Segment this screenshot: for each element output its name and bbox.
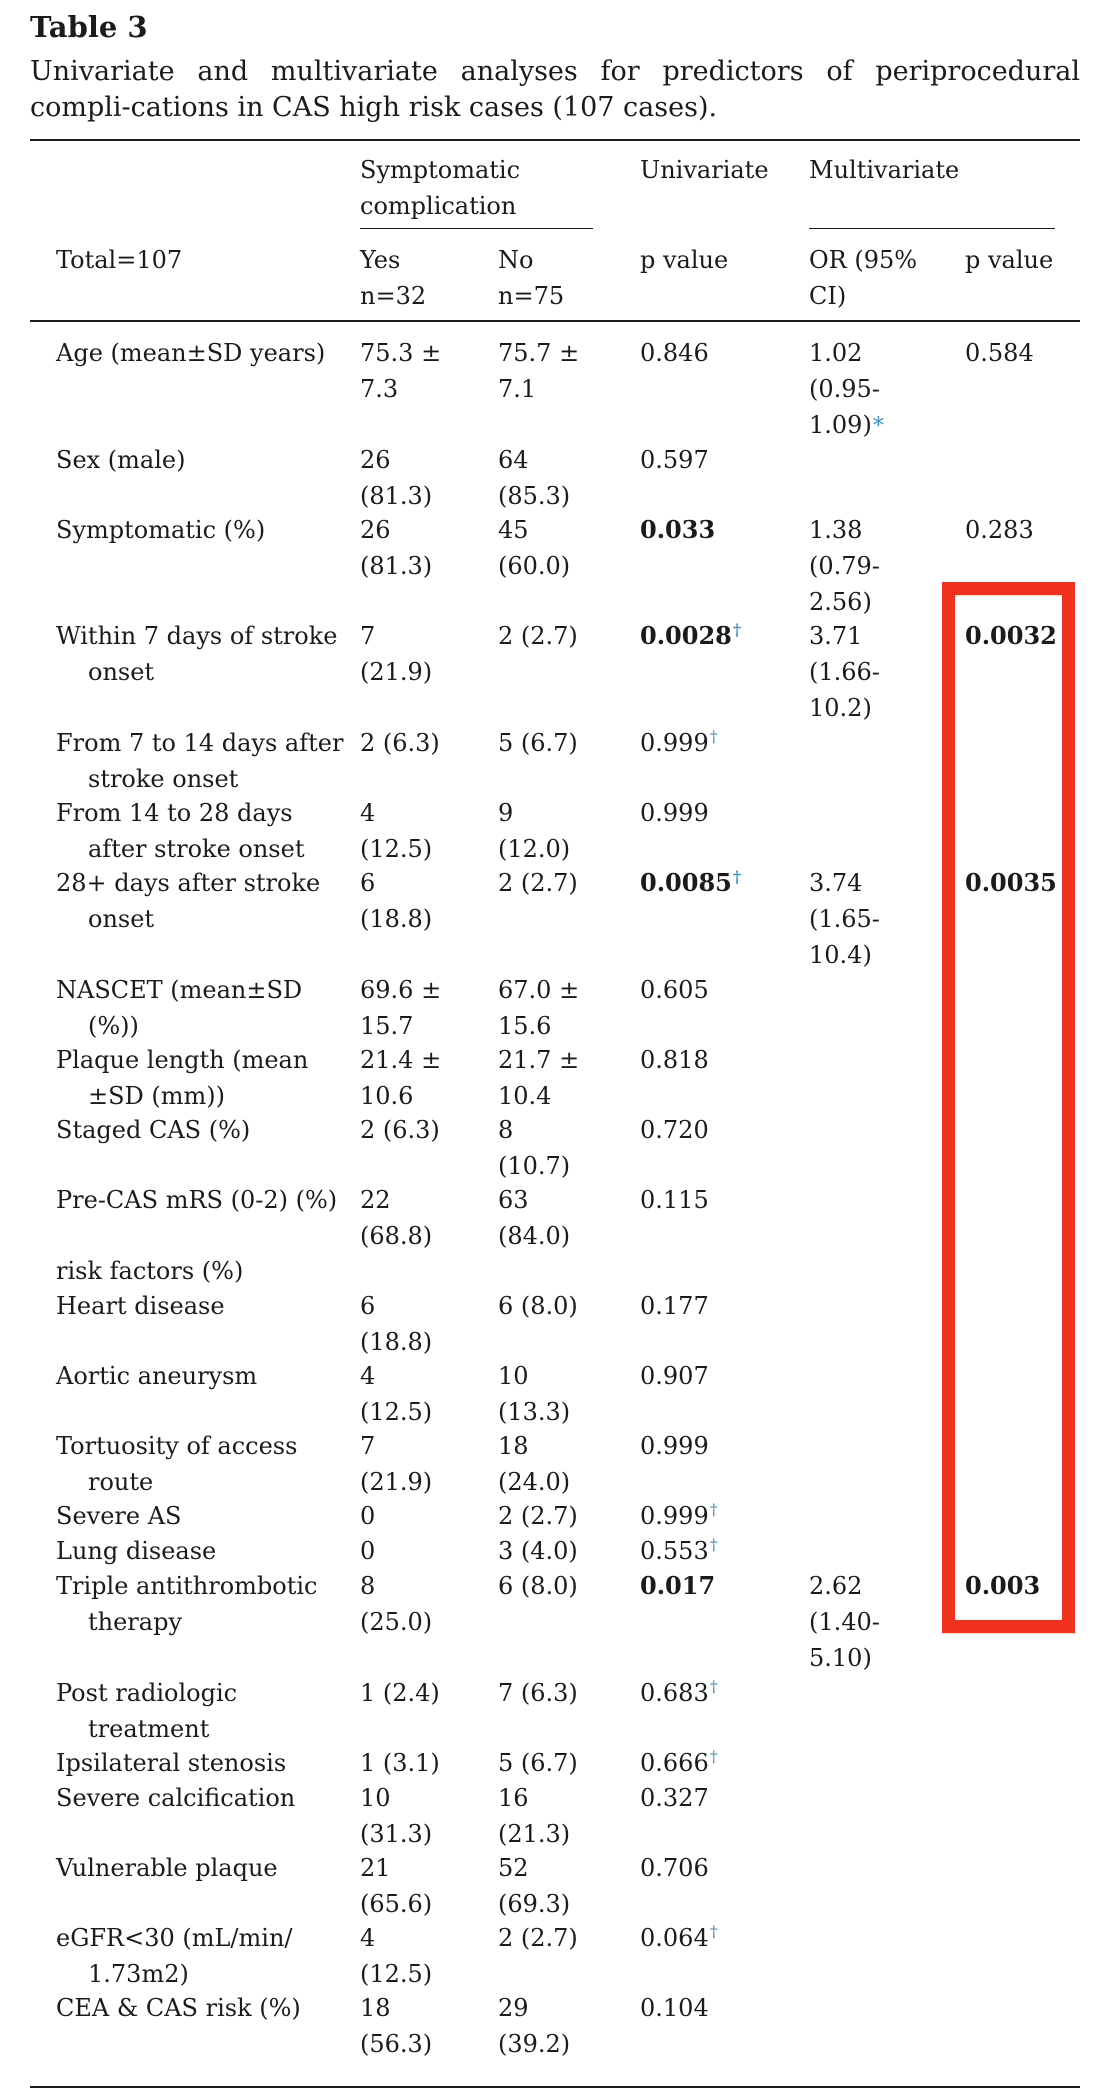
odds-ratio-ci [809,865,939,973]
no-value-text: 63 (84.0) [498,1186,571,1250]
row-label [56,1990,346,2026]
row-label [56,1182,346,1218]
univariate-p-value [640,972,790,1008]
univariate-p-value-text: 0.177 [640,1292,709,1320]
row-label-text: Lung disease [56,1537,217,1565]
multivariate-p-value [965,335,1075,371]
univariate-p-value [640,1182,790,1218]
no-value-text: 2 (2.7) [498,869,578,897]
no-value [498,1780,623,1852]
no-value [498,618,623,654]
row-label [56,795,346,867]
row-label-text: risk factors (%) [56,1257,244,1285]
yes-value [360,865,480,937]
yes-value-text: 21.4 ± 10.6 [360,1046,442,1110]
univariate-p-value-text: 0.999 [640,1502,709,1530]
no-value-text: 3 (4.0) [498,1537,578,1565]
yes-value-text: 26 (81.3) [360,516,433,580]
univariate-p-value [640,1990,790,2026]
univariate-p-value [640,1850,790,1886]
row-label-text: Pre-CAS mRS (0-2) (%) [56,1186,338,1214]
row-label [56,618,346,690]
univariate-p-value-text: 0.0085 [640,868,732,897]
odds-ratio-ci-text: 3.71 (1.66- 10.2) [809,622,880,722]
row-label [56,442,346,478]
yes-value-text: 6 (18.8) [360,1292,433,1356]
row-label [56,1675,346,1747]
row-label-text: Within 7 days of stroke onset [56,622,338,686]
no-value [498,442,623,514]
univariate-p-value-text: 0.818 [640,1046,709,1074]
univariate-p-value-text: 0.327 [640,1784,709,1812]
row-label [56,972,346,1044]
univariate-p-value-text: 0.017 [640,1571,716,1600]
univariate-p-value [640,1675,790,1711]
row-label-text: Age (mean±SD years) [56,339,326,367]
univariate-p-value-text: 0.104 [640,1994,709,2022]
no-value [498,1920,623,1956]
row-label-text: Sex (male) [56,446,186,474]
no-value-text: 8 (10.7) [498,1116,571,1180]
multivariate-p-value [965,865,1075,901]
no-value [498,512,623,584]
yes-value [360,335,480,407]
multivariate-p-value [965,512,1075,548]
no-value-text: 67.0 ± 15.6 [498,976,580,1040]
yes-value-text: 4 (12.5) [360,1362,433,1426]
multivariate-p-value-text: 0.0032 [965,621,1057,650]
no-value [498,1498,623,1534]
univariate-p-value-text: 0.846 [640,339,709,367]
univariate-p-value [640,1498,790,1534]
row-label [56,1568,346,1640]
row-label-text: Vulnerable plaque [56,1854,278,1882]
yes-value-text: 0 [360,1537,376,1565]
yes-value-text: 1 (2.4) [360,1679,440,1707]
row-label-text: Severe AS [56,1502,182,1530]
no-value [498,1533,623,1569]
multivariate-p-value-text: 0.584 [965,339,1034,367]
multivariate-p-value-text: 0.003 [965,1571,1041,1600]
odds-ratio-ci [809,512,939,620]
no-value-text: 2 (2.7) [498,622,578,650]
row-label [56,725,346,797]
yes-value-text: 0 [360,1502,376,1530]
row-label-text: Tortuosity of access route [56,1432,298,1496]
univariate-p-value-text: 0.666 [640,1749,709,1777]
no-value-text: 45 (60.0) [498,516,571,580]
no-value-text: 75.7 ± 7.1 [498,339,580,403]
no-value [498,865,623,901]
yes-value-text: 7 (21.9) [360,622,433,686]
no-value [498,1288,623,1324]
univariate-p-value [640,725,790,761]
yes-value [360,618,480,690]
footnote-mark: † [709,1500,718,1519]
no-value-text: 7 (6.3) [498,1679,578,1707]
multivariate-header: Multivariate [809,156,960,184]
row-label-text: Aortic aneurysm [56,1362,258,1390]
no-value [498,795,623,867]
yes-value-text: 2 (6.3) [360,1116,440,1144]
yes-value [360,972,480,1044]
univariate-p-value-text: 0.0028 [640,621,732,650]
yes-value [360,442,480,514]
odds-ratio-ci-text: 3.74 (1.65- 10.4) [809,869,880,969]
univariate-p-value [640,1745,790,1781]
footnote-mark: † [732,867,742,886]
total-column-header: Total=107 [56,246,183,274]
univariate-p-value [640,1428,790,1464]
yes-value [360,1920,480,1992]
yes-value [360,1675,480,1711]
table-label: Table 3 [30,10,148,44]
yes-value [360,1745,480,1781]
yes-value [360,1042,480,1114]
univariate-p-value [640,1042,790,1078]
row-label-text: Heart disease [56,1292,225,1320]
bottom-rule [30,2086,1080,2088]
row-label [56,1253,346,1289]
univariate-p-value-text: 0.064 [640,1924,709,1952]
univariate-p-value-text: 0.907 [640,1362,709,1390]
yes-value [360,1498,480,1534]
univariate-p-value-text: 0.115 [640,1186,709,1214]
univariate-p-value [640,512,790,548]
yes-value [360,1780,480,1852]
no-value-text: 52 (69.3) [498,1854,571,1918]
no-value [498,1675,623,1711]
odds-ratio-ci-text: 2.62 (1.40- 5.10) [809,1572,880,1672]
no-value [498,1990,623,2062]
row-label [56,1745,346,1781]
no-value [498,1358,623,1430]
univariate-p-value-text: 0.033 [640,515,716,544]
univariate-p-value [640,1288,790,1324]
row-label-text: Post radiologic treatment [56,1679,238,1743]
univariate-p-value-text: 0.597 [640,446,709,474]
univariate-p-value-text: 0.999 [640,729,709,757]
row-label [56,1428,346,1500]
yes-value-text: 10 (31.3) [360,1784,433,1848]
no-value-text: 10 (13.3) [498,1362,571,1426]
footnote-mark: † [709,727,718,746]
univariate-p-value [640,618,790,654]
yes-value-text: 6 (18.8) [360,869,433,933]
no-value-text: 9 (12.0) [498,799,571,863]
yes-value [360,795,480,867]
yes-column-header: Yes n=32 [360,246,427,310]
row-label [56,1042,346,1114]
univariate-p-value-text: 0.683 [640,1679,709,1707]
or-ci-header: OR (95% CI) [809,246,918,310]
row-label-text: CEA & CAS risk (%) [56,1994,301,2022]
yes-value-text: 4 (12.5) [360,799,433,863]
multivariate-p-value-text: 0.0035 [965,868,1057,897]
row-label-text: Staged CAS (%) [56,1116,251,1144]
no-value-text: 2 (2.7) [498,1924,578,1952]
row-label [56,1288,346,1324]
yes-value [360,1850,480,1922]
univariate-p-value-text: 0.706 [640,1854,709,1882]
univariate-p-value [640,1358,790,1394]
row-label [56,1358,346,1394]
no-value [498,1568,623,1604]
no-value [498,335,623,407]
footnote-mark: † [709,1535,718,1554]
univariate-p-value [640,1920,790,1956]
row-label [56,335,346,371]
row-label [56,1920,346,1992]
multivariate-p-header: p value [965,246,1054,274]
row-label-text: Ipsilateral stenosis [56,1749,287,1777]
no-value [498,1745,623,1781]
univariate-p-header: p value [640,246,729,274]
univariate-p-value [640,335,790,371]
univariate-p-value-text: 0.553 [640,1537,709,1565]
yes-value-text: 18 (56.3) [360,1994,433,2058]
row-label [56,1112,346,1148]
univariate-p-value-text: 0.605 [640,976,709,1004]
yes-value-text: 22 (68.8) [360,1186,433,1250]
odds-ratio-ci [809,1568,939,1676]
yes-value [360,725,480,761]
odds-ratio-ci-text: 1.02 (0.95- 1.09) [809,339,880,439]
no-value-text: 21.7 ± 10.4 [498,1046,580,1110]
footnote-mark: † [709,1677,718,1696]
univariate-p-value [640,442,790,478]
yes-value-text: 26 (81.3) [360,446,433,510]
row-label [56,1780,346,1816]
no-value-text: 6 (8.0) [498,1292,578,1320]
yes-value [360,1533,480,1569]
yes-value [360,1182,480,1254]
univariate-header: Univariate [640,156,769,184]
univariate-p-value [640,795,790,831]
univariate-p-value [640,1568,790,1604]
row-label [56,1850,346,1886]
yes-value-text: 8 (25.0) [360,1572,433,1636]
row-label-text: From 14 to 28 days after stroke onset [56,799,305,863]
no-value-text: 64 (85.3) [498,446,571,510]
yes-value [360,512,480,584]
univariate-p-value [640,865,790,901]
univariate-p-value-text: 0.999 [640,1432,709,1460]
row-label-text: Triple antithrombotic therapy [56,1572,318,1636]
row-label [56,1498,346,1534]
yes-value-text: 21 (65.6) [360,1854,433,1918]
odds-ratio-ci-text: 1.38 (0.79- 2.56) [809,516,880,616]
no-value [498,1850,623,1922]
yes-value-text: 75.3 ± 7.3 [360,339,442,403]
yes-value-text: 4 (12.5) [360,1924,433,1988]
yes-value [360,1990,480,2062]
no-value-text: 2 (2.7) [498,1502,578,1530]
row-label [56,865,346,937]
no-value [498,1042,623,1114]
no-value-text: 5 (6.7) [498,1749,578,1777]
odds-ratio-ci [809,618,939,726]
no-value [498,972,623,1044]
univariate-p-value-text: 0.999 [640,799,709,827]
row-label [56,512,346,548]
yes-value-text: 7 (21.9) [360,1432,433,1496]
yes-value-text: 2 (6.3) [360,729,440,757]
row-label-text: From 7 to 14 days after stroke onset [56,729,344,793]
row-label [56,1533,346,1569]
yes-value [360,1112,480,1148]
no-value [498,1182,623,1254]
footnote-mark: † [732,620,742,639]
univariate-p-value [640,1533,790,1569]
no-column-header: No n=75 [498,246,565,310]
no-value-text: 6 (8.0) [498,1572,578,1600]
yes-value [360,1428,480,1500]
univariate-p-value [640,1780,790,1816]
yes-value [360,1358,480,1430]
row-label-text: eGFR<30 (mL/min/ 1.73m2) [56,1924,293,1988]
yes-value [360,1568,480,1640]
row-label-text: Symptomatic (%) [56,516,266,544]
symptomatic-complication-header: Symptomatic complication [360,156,521,220]
row-label-text: 28+ days after stroke onset [56,869,321,933]
footnote-mark: * [872,414,884,439]
row-label-text: NASCET (mean±SD (%)) [56,976,303,1040]
footnote-mark: † [709,1922,718,1941]
no-value [498,1112,623,1184]
no-value [498,1428,623,1500]
row-label-text: Plaque length (mean ±SD (mm)) [56,1046,309,1110]
no-value-text: 5 (6.7) [498,729,578,757]
no-value-text: 29 (39.2) [498,1994,571,2058]
yes-value [360,1288,480,1360]
univariate-p-value-text: 0.720 [640,1116,709,1144]
yes-value-text: 69.6 ± 15.7 [360,976,442,1040]
multivariate-p-value [965,1568,1075,1604]
row-label-text: Severe calcification [56,1784,296,1812]
univariate-p-value [640,1112,790,1148]
multivariate-p-value-text: 0.283 [965,516,1034,544]
table-caption: Univariate and multivariate analyses for predictors of periprocedural compli-cations in CAS high risk cases (107 cases). [30,56,1080,123]
no-value-text: 18 (24.0) [498,1432,571,1496]
multivariate-p-value [965,618,1075,654]
no-value-text: 16 (21.3) [498,1784,571,1848]
no-value [498,725,623,761]
yes-value-text: 1 (3.1) [360,1749,440,1777]
footnote-mark: † [709,1747,718,1766]
odds-ratio-ci [809,335,939,443]
